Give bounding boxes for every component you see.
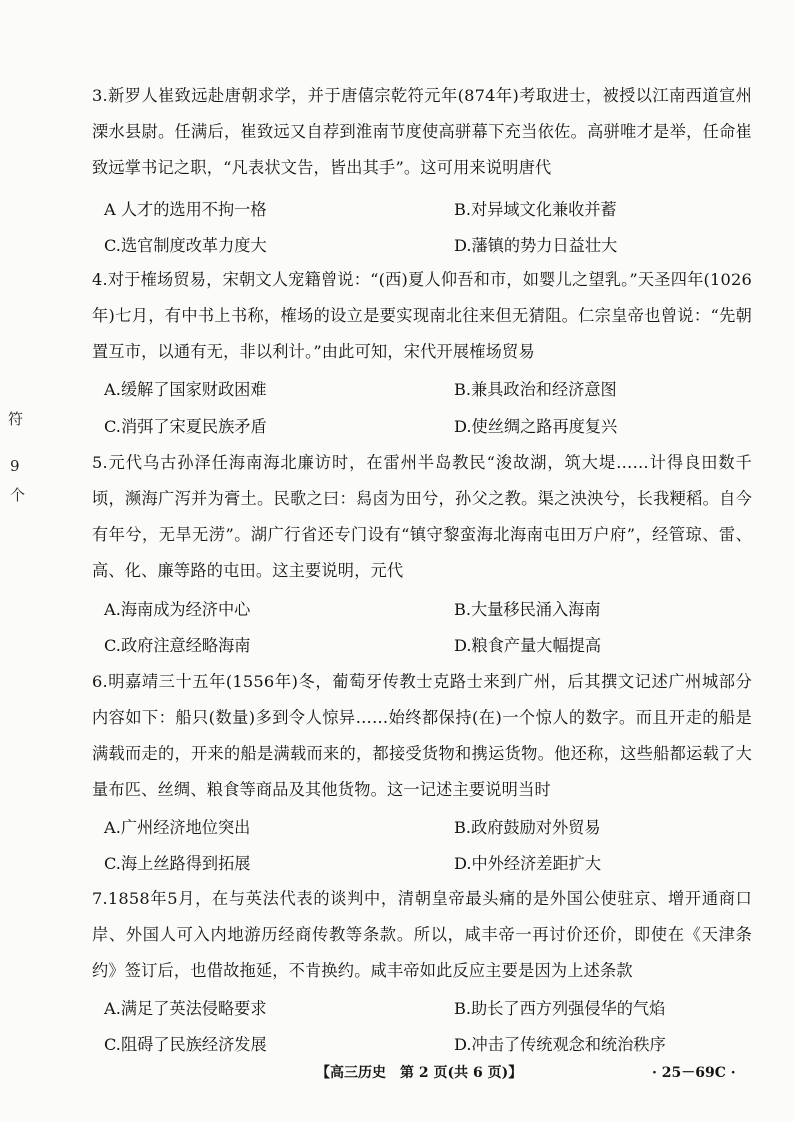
question-4-stem: 4.对于榷场贸易，宋朝文人宠籍曾说：“(西)夏人仰吾和市，如婴儿之望乳。”天圣四年(1026年)七月，有中书上书称，榷场的设立是要实现南北往来但无猜阻。仁宗皇帝也曾说：“先朝置互市，以通有无，非以利计。”由此可知，宋代开展榷场贸易 [92,270,752,361]
question-6-option-b[interactable]: B.政府鼓励对外贸易 [454,818,601,837]
question-5-option-a[interactable]: A.海南成为经济中心 [104,600,251,619]
margin-mark-2: 9 [10,457,20,475]
question-6-option-c[interactable]: C.海上丝路得到拓展 [104,854,251,873]
question-3-option-d[interactable]: D.藩镇的势力日益壮大 [454,236,618,255]
question-7-option-c[interactable]: C.阻碍了民族经济发展 [104,1035,267,1054]
question-3-option-c[interactable]: C.选官制度改革力度大 [104,236,267,255]
question-5-option-d[interactable]: D.粮食产量大幅提高 [454,636,602,655]
page-footer [0,1062,794,1086]
question-7 [92,881,752,989]
question-7-option-b[interactable]: B.助长了西方列强侵华的气焰 [454,999,666,1018]
question-6-stem: 6.明嘉靖三十五年(1556年)冬，葡萄牙传教士克路士来到广州，后其撰文记述广州城部分内容如下：船只(数量)多到令人惊异……始终都保持(在)一个惊人的数字。而且开走的船是满载而走的，开来的船是满载而来的，都接受货物和携运货物。他还称，这些船都运载了大量布匹、丝绸、粮食等商品及其他货物。这一记述主要说明当时 [92,672,752,799]
question-7-option-d[interactable]: D.冲击了传统观念和统治秩序 [454,1035,666,1054]
question-4-option-c[interactable]: C.消弭了宋夏民族矛盾 [104,417,267,436]
question-5-option-b[interactable]: B.大量移民涌入海南 [454,600,601,619]
footer-page-label: 【高三历史 第 2 页(共 6 页)】 [316,1065,523,1081]
question-5 [92,445,752,589]
question-4-option-d[interactable]: D.使丝绸之路再度复兴 [454,417,618,436]
question-5-stem: 5.元代乌古孙泽任海南海北廉访时，在雷州半岛教民“浚故湖，筑大堤……计得良田数千顷，濒海广泻并为膏土。民歌之曰：舄卤为田兮，孙父之教。渠之泱泱兮，长我粳稻。自今有年兮，无旱无涝”。湖广行省还专门设有“镇守黎蛮海北海南屯田万户府”，经管琼、雷、高、化、廉等路的屯田。这主要说明，元代 [92,453,752,580]
question-3-option-b[interactable]: B.对异域文化兼收并蓄 [454,200,617,219]
margin-mark-3: 个 [10,486,26,504]
question-5-option-c[interactable]: C.政府注意经略海南 [104,636,251,655]
question-3-option-a[interactable]: A 人才的选用不拘一格 [104,200,267,219]
margin-mark-1: 符 [8,410,24,428]
question-3 [92,78,752,186]
question-7-stem: 7.1858年5月，在与英法代表的谈判中，清朝皇帝最头痛的是外国公使驻京、增开通商口岸、外国人可入内地游历经商传教等条款。所以，咸丰帝一再讨价还价，即使在《天津条约》签订后，也借故拖延，不肯换约。咸丰帝如此反应主要是因为上述条款 [92,889,752,980]
question-4 [92,262,752,370]
question-6-option-a[interactable]: A.广州经济地位突出 [104,818,251,837]
question-6-option-d[interactable]: D.中外经济差距扩大 [454,854,602,873]
footer-code: · 25－69C · [652,1065,736,1081]
question-4-option-b[interactable]: B.兼具政治和经济意图 [454,380,617,399]
question-6 [92,664,752,808]
question-4-option-a[interactable]: A.缓解了国家财政困难 [104,380,267,399]
question-3-stem: 3.新罗人崔致远赴唐朝求学，并于唐僖宗乾符元年(874年)考取进士，被授以江南西道宣州溧水县尉。任满后，崔致远又自荐到淮南节度使高骈幕下充当依佐。高骈唯才是举，任命崔致远掌书记之职，“凡表状文告，皆出其手”。这可用来说明唐代 [92,86,752,177]
question-7-option-a[interactable]: A.满足了英法侵略要求 [104,999,267,1018]
